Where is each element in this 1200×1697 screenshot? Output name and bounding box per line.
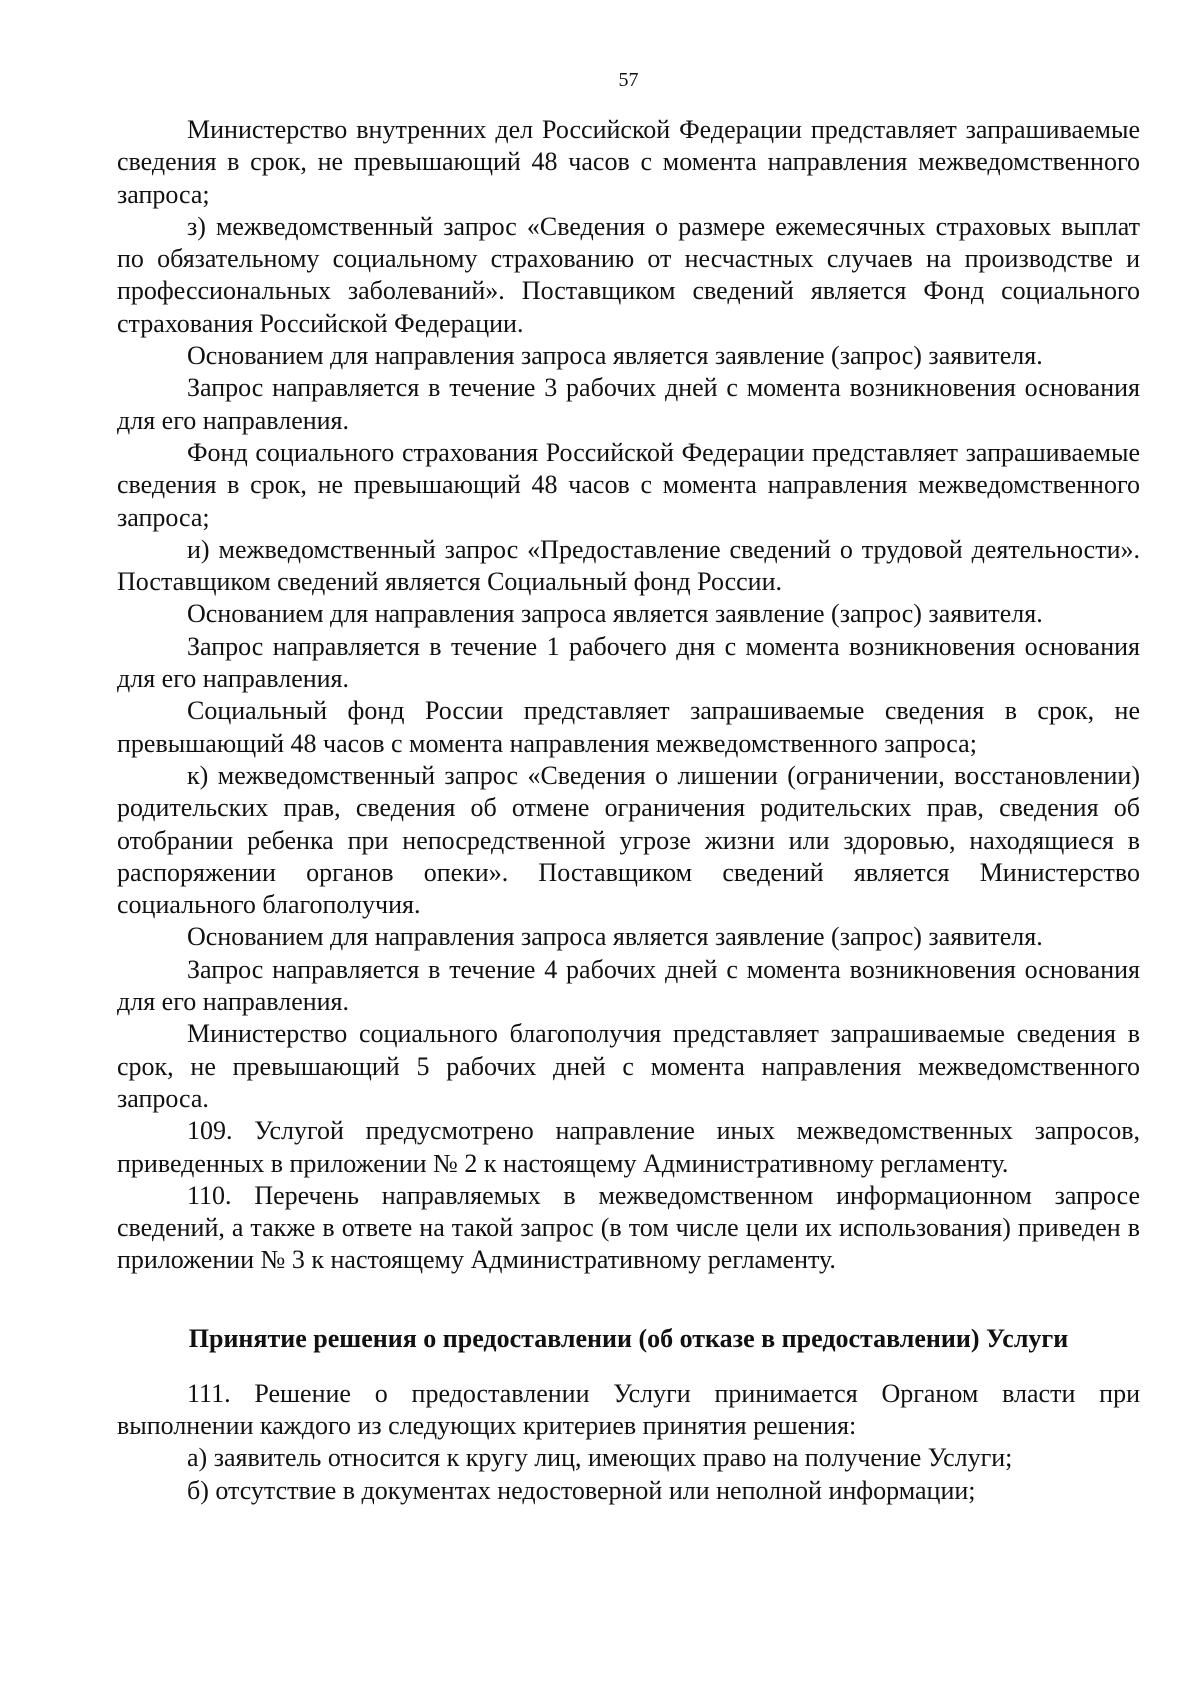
paragraph: а) заявитель относится к кругу лиц, имеющих право на получение Услуги;: [187, 1443, 1013, 1473]
paragraph: Запрос направляется в течение 3 рабочих дней с момента возникновения основания для его направления.: [117, 373, 1140, 435]
paragraph: Запрос направляется в течение 4 рабочих дней с момента возникновения основания для его направления.: [117, 954, 1140, 1017]
section-heading: Принятие решения о предоставлении (об отказе в предоставлении) Услуги: [188, 1323, 1069, 1353]
paragraph: и) межведомственный запрос «Предоставление сведений о трудовой деятельности». Поставщиком сведений является Социальный фонд России.: [117, 534, 1140, 597]
paragraph: 109. Услугой предусмотрено направление иных межведомственных запросов, приведенных в приложении № 2 к настоящему Административному регламенту.: [117, 1116, 1140, 1178]
paragraph: 111. Решение о предоставлении Услуги принимается Органом власти при выполнении каждого из следующих критериев принятия решения:: [117, 1378, 1140, 1440]
page-number: 57: [618, 69, 639, 91]
paragraph: Социальный фонд России представляет запрашиваемые сведения в срок, не превышающий 48 часов с момента направления межведомственного запроса;: [117, 696, 1140, 758]
paragraph: Министерство внутренних дел Российской Федерации представляет запрашиваемые сведения в срок, не превышающий 48 часов с момента направления межведомственного запроса;: [117, 115, 1140, 209]
paragraph: Запрос направляется в течение 1 рабочего дня с момента возникновения основания для его направления.: [117, 631, 1140, 694]
paragraph: 110. Перечень направляемых в межведомственном информационном запросе сведений, а также в ответе на такой запрос (в том числе цели их использования) приведен в приложении № 3 к настоящему Административному регламенту.: [117, 1180, 1140, 1275]
paragraph: Фонд социального страхования Российской Федерации представляет запрашиваемые сведения в срок, не превышающий 48 часов с момента направления межведомственного запроса;: [117, 437, 1140, 532]
paragraph: Основанием для направления запроса является заявление (запрос) заявителя.: [187, 599, 1043, 629]
paragraph: з) межведомственный запрос «Сведения о размере ежемесячных страховых выплат по обязательному социальному страхованию от несчастных случаев на производстве и профессиональных заболеваний». Поставщиком сведений является Фонд социального страхования Российской Федерации.: [117, 211, 1140, 338]
paragraph: к) межведомственный запрос «Сведения о лишении (ограничении, восстановлении) родительских прав, сведения об отмене ограничения родительских прав, сведения об отобрании ребенка при непосредственной угрозе жизни или здоровью, находящиеся в распоряжении органов опеки». Поставщиком сведений является Министерство социального благополучия.: [117, 760, 1140, 920]
document-body: [117, 114, 1140, 1507]
paragraph: б) отсутствие в документах недостоверной или неполной информации;: [187, 1475, 976, 1505]
paragraph: Министерство социального благополучия представляет запрашиваемые сведения в срок, не превышающий 5 рабочих дней с момента направления межведомственного запроса.: [117, 1019, 1140, 1113]
paragraph: Основанием для направления запроса является заявление (запрос) заявителя.: [187, 922, 1043, 952]
paragraph: Основанием для направления запроса является заявление (запрос) заявителя.: [187, 341, 1043, 371]
